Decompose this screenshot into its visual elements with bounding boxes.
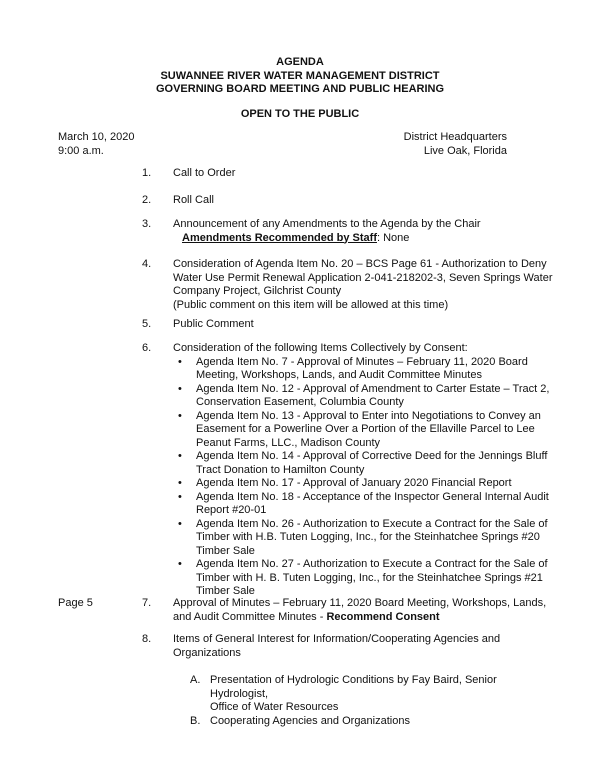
sub-item-line: Cooperating Agencies and Organizations (210, 714, 410, 727)
consent-line: Meeting, Workshops, Lands, and Audit Committee Minutes (196, 369, 482, 381)
consent-line: Agenda Item No. 18 - Acceptance of the Inspector General Internal Audit (196, 490, 549, 503)
item-line: Items of General Interest for Information/Cooperating Agencies and (173, 633, 501, 645)
consent-line: Agenda Item No. 12 - Approval of Amendment to Carter Estate – Tract 2, (196, 382, 550, 395)
item-number: 2. (142, 194, 152, 206)
item-line: Consideration of Agenda Item No. 20 – BCS Page 61 - Authorization to Deny (173, 258, 547, 270)
bullet: • (178, 409, 182, 422)
consent-line: Tract Donation to Hamilton County (196, 463, 365, 476)
header-meeting: GOVERNING BOARD MEETING AND PUBLIC HEARING (155, 83, 445, 95)
consent-line: Agenda Item No. 7 - Approval of Minutes – February 11, 2020 Board (196, 355, 528, 368)
sub-item-line: Presentation of Hydrologic Conditions by Fay Baird, Senior Hydrologist, (210, 674, 497, 700)
item-line: (Public comment on this item will be allowed at this time) (173, 298, 449, 311)
item-line: Company Project, Gilchrist County (173, 285, 342, 297)
item-text (173, 342, 553, 599)
bullet: • (178, 558, 182, 570)
consent-line: Conservation Easement, Columbia County (196, 396, 404, 408)
consent-list (173, 356, 553, 599)
sub-item-a (173, 674, 553, 715)
consent-item (173, 356, 553, 383)
item-number: 8. (142, 633, 152, 645)
sub-item-line: Office of Water Resources (210, 701, 339, 713)
consent-line: Timber Sale (196, 585, 255, 597)
amendments-line (173, 232, 553, 246)
bullet: • (178, 490, 182, 503)
bullet: • (178, 477, 182, 489)
consent-line: Report #20-01 (196, 504, 267, 516)
sub-item-list (173, 674, 553, 728)
item-line: Approval of Minutes – February 11, 2020 Board Meeting, Workshops, Lands, (173, 597, 547, 609)
item-number: 1. (142, 167, 152, 179)
consent-line: Timber with H. B. Tuten Logging, Inc., for the Steinhatchee Springs #21 (196, 571, 543, 584)
consent-line: Timber Sale (196, 544, 255, 557)
item-line: Announcement of any Amendments to the Agenda by the Chair (173, 218, 481, 230)
consent-line: Agenda Item No. 13 - Approval to Enter into Negotiations to Convey an (196, 409, 541, 422)
consent-item (173, 383, 553, 410)
item-line: Water Use Permit Renewal Application 2-041-218202-3, Seven Springs Water (173, 271, 553, 284)
item-text (173, 633, 553, 728)
sub-item-letter: B. (190, 714, 201, 727)
item-number: 7. (142, 597, 152, 609)
bullet: • (178, 355, 182, 368)
bullet: • (178, 517, 182, 530)
bullet: • (178, 382, 182, 395)
item-number: 3. (142, 218, 152, 230)
consent-item (173, 558, 553, 599)
meeting-date: March 10, 2020 (58, 131, 135, 143)
amendments-label: Amendments Recommended by Staff (182, 231, 377, 244)
item-text (173, 597, 553, 624)
item-line: Consideration of the following Items Collectively by Consent: (173, 342, 468, 354)
sub-item-b (173, 715, 553, 729)
item-line-text: and Audit Committee Minutes - (173, 610, 327, 623)
bullet: • (178, 450, 182, 462)
location-name: District Headquarters (403, 131, 507, 143)
consent-item (173, 491, 553, 518)
agenda-header (0, 56, 600, 97)
consent-item (173, 518, 553, 559)
recommend-consent: Recommend Consent (326, 610, 440, 623)
header-district: SUWANNEE RIVER WATER MANAGEMENT DISTRICT (160, 69, 440, 82)
page-reference: Page 5 (58, 597, 93, 609)
consent-line: Timber with H.B. Tuten Logging, Inc., for the Steinhatchee Springs #20 (196, 531, 540, 543)
consent-line: Agenda Item No. 14 - Approval of Corrective Deed for the Jennings Bluff (196, 450, 548, 462)
item-number: 6. (142, 342, 152, 354)
item-number: 5. (142, 318, 152, 330)
item-line: Organizations (173, 646, 241, 659)
item-number: 4. (142, 258, 152, 270)
consent-item (173, 410, 553, 451)
item-text (173, 258, 553, 312)
sub-item-letter: A. (190, 674, 201, 686)
meeting-time: 9:00 a.m. (58, 144, 104, 157)
consent-line: Agenda Item No. 17 - Approval of January 2020 Financial Report (196, 477, 512, 489)
item-text: Public Comment (173, 318, 254, 330)
consent-item (173, 477, 553, 491)
consent-item (173, 450, 553, 477)
consent-line: Agenda Item No. 26 - Authorization to Execute a Contract for the Sale of (196, 517, 548, 530)
item-text: Call to Order (173, 167, 236, 179)
meeting-datetime (58, 131, 134, 158)
consent-line: Agenda Item No. 27 - Authorization to Execute a Contract for the Sale of (196, 558, 548, 570)
open-to-public: OPEN TO THE PUBLIC (240, 108, 360, 120)
item-line (173, 611, 553, 625)
amendments-value: : None (376, 231, 410, 244)
location-city: Live Oak, Florida (423, 144, 507, 157)
item-text: Roll Call (173, 194, 214, 206)
meeting-location (404, 131, 507, 158)
consent-line: Easement for a Powerline Over a Portion of the Ellaville Parcel to Lee (196, 423, 535, 435)
consent-line: Peanut Farms, LLC., Madison County (196, 436, 381, 449)
item-text (173, 218, 553, 245)
header-title: AGENDA (276, 56, 324, 68)
